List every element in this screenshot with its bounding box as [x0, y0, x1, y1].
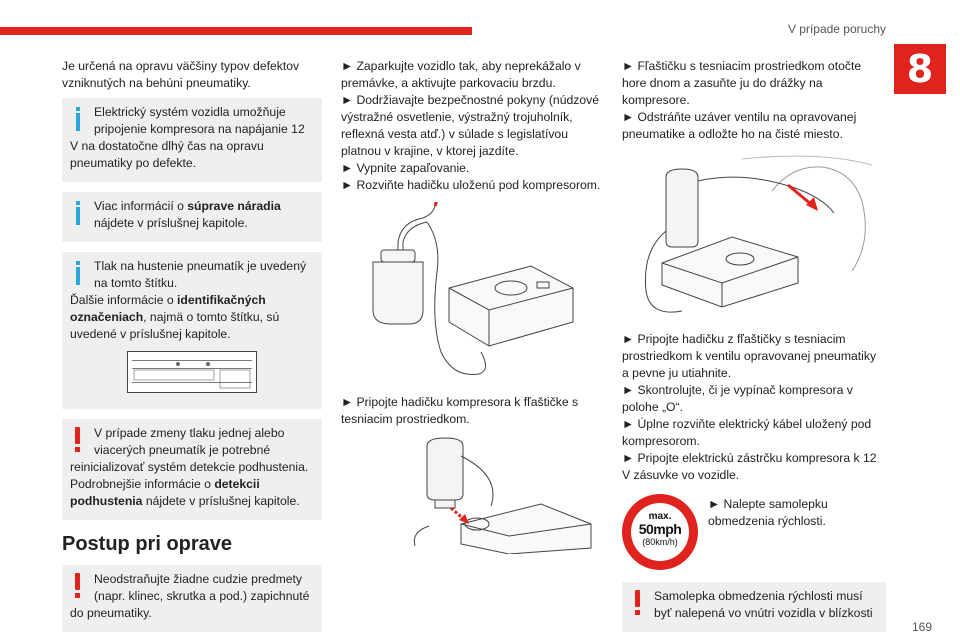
info-box-pressure — [62, 252, 322, 409]
step-park: ► Zaparkujte vozidlo tak, aby neprekážalo v premávke, a aktivujte parkovaciu brzdu. — [341, 59, 581, 90]
column-right — [622, 58, 886, 640]
info-text-post: nájdete v príslušnej kapitole. — [94, 216, 248, 230]
step-unroll-hose: ► Rozviňte hadičku uloženú pod kompresorom. — [341, 178, 601, 192]
step-apply-sticker: ► Nalepte samolepku obmedzenia rýchlosti. — [708, 497, 828, 528]
sticker-max-label: max. — [648, 511, 672, 522]
warning-box-underinflation — [62, 419, 322, 520]
info-box-toolkit — [62, 192, 322, 242]
step-flip-bottle: ► Fľaštičku s tesniacim prostriedkom otočte hore dnom a zasuňte ju do drážky na kompresore. — [622, 59, 862, 107]
sticker-speed-kmh: (80km/h) — [642, 537, 678, 547]
bottle-insert-drawing — [341, 436, 605, 554]
toolkit-link: súprave náradia — [187, 199, 281, 213]
intro-text: Je určená na opravu väčšiny typov defektov vzniknutých na behúni pneumatiky. — [62, 59, 300, 90]
info-text-pressure: Tlak na hustenie pneumatík je uvedený na tomto štítku. — [94, 259, 307, 290]
info-box-power — [62, 98, 322, 182]
step-check-switch: ► Skontrolujte, či je vypínač kompresora v polohe „O“. — [622, 383, 853, 414]
step-attach-valve: ► Pripojte hadičku z fľaštičky s tesniacim prostriedkom k ventilu opravovanej pneumatiky a pevne ju utiahnite. — [622, 332, 877, 380]
warning-text-post: nájdete v príslušnej kapitole. — [142, 494, 300, 508]
step-safety: ► Dodržiavajte bezpečnostné pokyny (núdzové výstražné osvetlenie, výstražný trojuholník, reflexná vesta atď.) v súlade s legislatívou platnou v krajine, v ktorej jazdíte. — [341, 93, 599, 158]
bottle-insert-illustration — [341, 436, 605, 554]
warning-icon — [630, 588, 652, 622]
step-remove-cap: ► Odstráňte uzáver ventilu na opravovanej pneumatike a odložte ho na čisté miesto. — [622, 110, 857, 141]
warning-box-sticker — [622, 582, 886, 632]
warning-text: Neodstraňujte žiadne cudzie predmety (napr. klinec, skrutka a pod.) zapichnuté do pneumatiky. — [70, 572, 310, 620]
warning-text: Samolepka obmedzenia rýchlosti musí byť nalepená vo vnútri vozidla v blízkosti — [654, 589, 873, 620]
sticker-speed-mph: 50mph — [638, 521, 682, 537]
warning-box-foreign-objects — [62, 565, 322, 632]
section-title: Postup pri oprave — [62, 533, 233, 555]
detection-link: detekcii podhustenia — [70, 477, 260, 508]
tyre-label-drawing — [128, 352, 256, 392]
tyre-pressure-label-image — [127, 351, 257, 393]
info-text-pre: Ďalšie informácie o — [70, 293, 178, 307]
column-middle — [341, 58, 605, 564]
info-text-pre: Viac informácií o — [94, 199, 188, 213]
speed-limit-sticker — [622, 494, 698, 570]
warning-text: V prípade zmeny tlaku jednej alebo viacerých pneumatík je potrebné reinicializovať systém detekcie podhustenia. — [70, 426, 309, 474]
tyre-valve-illustration — [622, 151, 886, 321]
tyre-valve-drawing — [622, 151, 886, 321]
compressor-hose-drawing — [341, 202, 605, 384]
speed-sticker-step — [622, 494, 886, 570]
info-icon — [70, 104, 92, 138]
warning-icon — [70, 571, 92, 605]
warning-icon — [70, 425, 92, 459]
chapter-title: V prípade poruchy — [787, 22, 886, 36]
info-text-post: , najmä o tomto štítku, sú uvedené v príslušnej kapitole. — [70, 310, 280, 341]
identification-link: identifikačných označeniach — [70, 293, 266, 324]
step-connect-hose: ► Pripojte hadičku kompresora k fľaštičke s tesniacim prostriedkom. — [341, 395, 579, 426]
header-accent-bar — [0, 27, 472, 35]
info-text-power: Elektrický systém vozidla umožňuje pripojenie kompresora na napájanie 12 V na dostatočne dlhý čas na opravu pneumatiky po defekte. — [70, 105, 305, 170]
chapter-number-badge: 8 — [894, 44, 946, 94]
info-icon — [70, 198, 92, 232]
step-unroll-cable: ► Úplne rozviňte elektrický kábel uložený pod kompresorom. — [622, 417, 872, 448]
page-number: 169 — [911, 620, 932, 634]
step-plug-socket: ► Pripojte elektrickú zástrčku kompresora k 12 V zásuvke vo vozidle. — [622, 451, 877, 482]
step-ignition: ► Vypnite zapaľovanie. — [341, 161, 470, 175]
column-left — [62, 58, 322, 640]
info-icon — [70, 258, 92, 292]
compressor-hose-illustration — [341, 202, 605, 384]
warning-text-pre: Podrobnejšie informácie o — [70, 477, 215, 491]
